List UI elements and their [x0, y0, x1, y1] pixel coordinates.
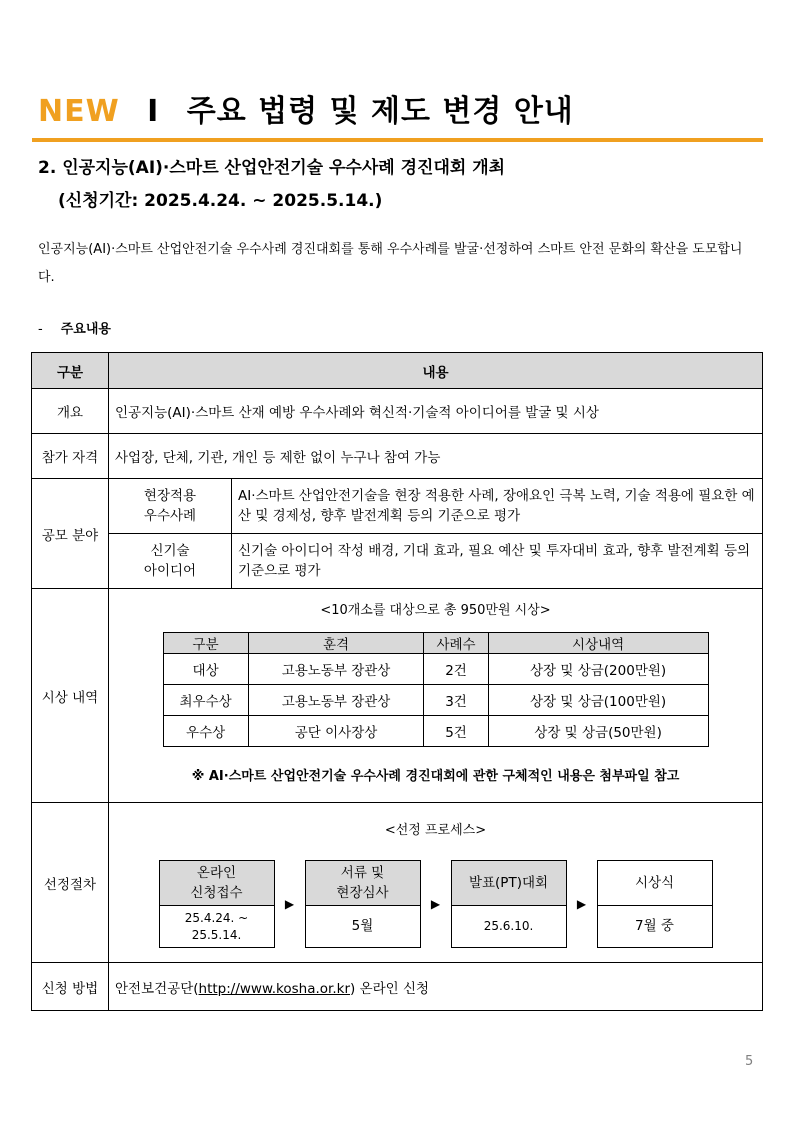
table-row — [163, 685, 708, 716]
apply-text — [109, 963, 763, 1011]
awards-label: 시상 내역 — [32, 589, 109, 803]
apply-label: 신청 방법 — [32, 963, 109, 1011]
table-cell: 고용노동부 장관상 — [248, 685, 424, 716]
selection-caption: <선정 프로세스> — [384, 823, 487, 838]
field-sub-label — [109, 479, 232, 534]
table-cell: 상장 및 상금(200만원) — [488, 654, 708, 685]
step-title: 발표(PT)대회 — [468, 875, 549, 891]
table-cell: 5건 — [424, 716, 488, 747]
process-step — [305, 860, 421, 948]
table-cell: 대상 — [163, 654, 248, 685]
table-row — [163, 654, 708, 685]
application-period: (신청기간: 2025.4.24. ~ 2025.5.14.) — [58, 191, 383, 211]
table-cell: 최우수상 — [163, 685, 248, 716]
bullet-label: 주요내용 — [60, 322, 111, 337]
page-title — [38, 86, 574, 130]
intro-paragraph: 인공지능(AI)·스마트 산업안전기술 우수사례 경진대회를 통해 우수사례를 발굴·선정하여 스마트 안전 문화의 확산을 도모합니다. — [38, 242, 743, 285]
awards-table — [163, 632, 709, 747]
header-content: 내용 — [109, 353, 763, 389]
table-cell: 상장 및 상금(50만원) — [488, 716, 708, 747]
awards-caption: <10개소를 대상으로 총 950만원 시상> — [320, 603, 551, 618]
header-category: 구분 — [32, 353, 109, 389]
process-flow — [115, 860, 756, 948]
step-title: 현장심사 — [336, 885, 389, 901]
title-rule — [32, 138, 763, 142]
arrow-right-icon: ▶ — [576, 897, 587, 911]
overview-text: 인공지능(AI)·스마트 산재 예방 우수사례와 혁신적·기술적 아이디어를 발굴 및 시상 — [109, 389, 763, 434]
field-sub-line: 신기술 — [150, 543, 190, 559]
step-title: 신청접수 — [190, 885, 243, 901]
table-cell: 상장 및 상금(100만원) — [488, 685, 708, 716]
awards-header: 구분 — [163, 633, 248, 654]
overview-label: 개요 — [32, 389, 109, 434]
page-number: 5 — [745, 1054, 754, 1069]
table-cell: 고용노동부 장관상 — [248, 654, 424, 685]
new-label: NEW — [38, 94, 120, 129]
selection-cell — [109, 803, 763, 963]
bullet-dash: - — [38, 322, 43, 337]
step-date: 7월 중 — [635, 918, 674, 934]
table-row — [163, 716, 708, 747]
table-cell: 우수상 — [163, 716, 248, 747]
awards-header: 시상내역 — [488, 633, 708, 654]
eligibility-text: 사업장, 단체, 기관, 개인 등 제한 없이 누구나 참여 가능 — [109, 434, 763, 479]
selection-label: 선정절차 — [32, 803, 109, 963]
step-date: 25.4.24. ~ — [184, 910, 249, 925]
eligibility-label: 참가 자격 — [32, 434, 109, 479]
apply-suffix: ) 온라인 신청 — [350, 980, 430, 997]
awards-header: 훈격 — [248, 633, 424, 654]
apply-prefix: 안전보건공단( — [115, 980, 199, 997]
main-content-heading — [38, 318, 111, 337]
section-title: 2. 인공지능(AI)·스마트 산업안전기술 우수사례 경진대회 개최 — [38, 158, 506, 178]
step-date: 25.6.10. — [483, 919, 534, 933]
field-description: AI·스마트 산업안전기술을 현장 적용한 사례, 장애요인 극복 노력, 기술 적용에 필요한 예산 및 경제성, 향후 발전계획 등의 기준으로 평가 — [232, 479, 763, 534]
step-date: 5월 — [351, 918, 374, 934]
table-cell: 2건 — [424, 654, 488, 685]
process-step — [451, 860, 567, 948]
fields-label: 공모 분야 — [32, 479, 109, 589]
table-cell: 3건 — [424, 685, 488, 716]
step-title: 시상식 — [634, 875, 675, 891]
awards-note: ※ AI·스마트 산업안전기술 우수사례 경진대회에 관한 구체적인 내용은 첨부파일 참고 — [191, 769, 680, 784]
awards-cell — [109, 589, 763, 803]
table-cell: 공단 이사장상 — [248, 716, 424, 747]
field-sub-line: 아이디어 — [143, 563, 197, 579]
field-sub-line: 현장적용 — [143, 488, 197, 504]
process-step — [597, 860, 713, 948]
process-step — [159, 860, 275, 948]
arrow-right-icon: ▶ — [430, 897, 441, 911]
main-table — [31, 352, 763, 1011]
step-date: 25.5.14. — [191, 927, 242, 942]
field-sub-label — [109, 534, 232, 589]
field-sub-line: 우수사례 — [143, 508, 197, 524]
kosha-link[interactable]: http://www.kosha.or.kr — [198, 980, 351, 997]
field-description: 신기술 아이디어 작성 배경, 기대 효과, 필요 예산 및 투자대비 효과, 향후 발전계획 등의 기준으로 평가 — [232, 534, 763, 589]
awards-header: 사례수 — [424, 633, 488, 654]
step-title: 서류 및 — [340, 865, 385, 881]
title-separator: Ⅰ — [147, 94, 160, 129]
title-text: 주요 법령 및 제도 변경 안내 — [186, 94, 574, 129]
arrow-right-icon: ▶ — [284, 897, 295, 911]
step-title: 온라인 — [196, 865, 237, 881]
